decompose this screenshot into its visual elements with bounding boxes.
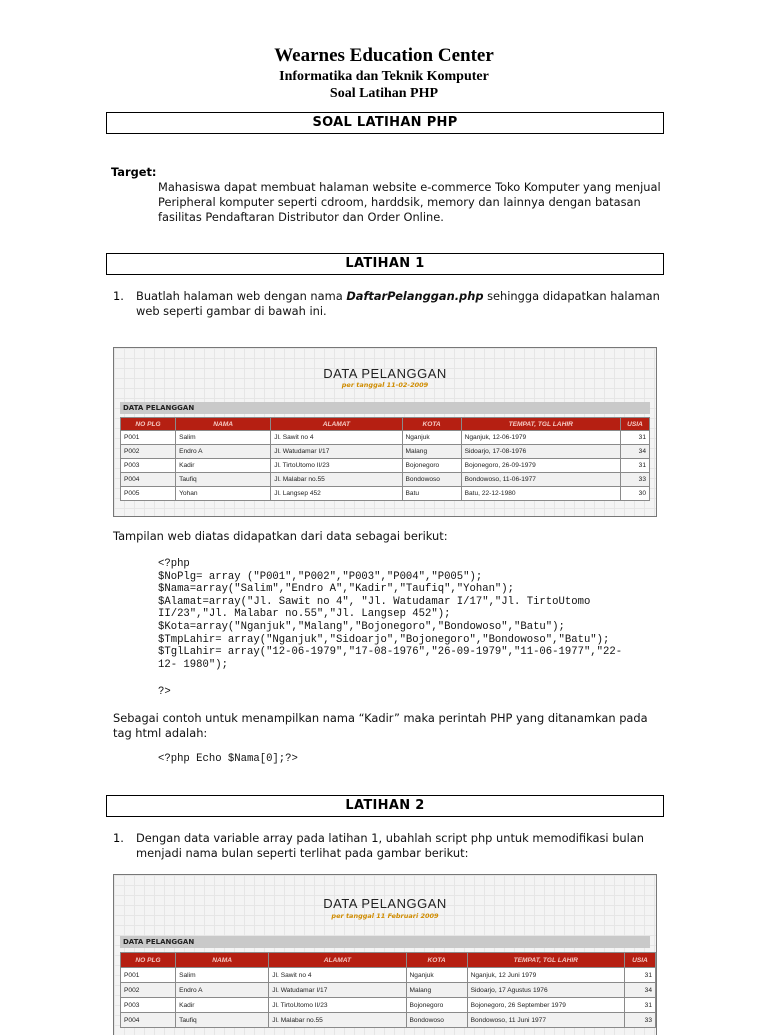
table-cell: Nganjuk [406,968,467,983]
php-code-block: <?php $NoPlg= array ("P001","P002","P003","P004","P005"); $Nama=array("Salim","Endro A","Kadir","Taufiq","Yohan"); $Alamat=array("Jl. Sawit no 4", "Jl. Watudamar I/17","Jl. TirtoUtomo II/23","Jl. Malabar no.55","Jl. Langsep 452"); $Kota=array("Nganjuk","Malang","Bojonegoro","Bondowoso","Batu"); $TmpLahir= array("Nganjuk","Sidoarjo","Bojonegoro","Bondowoso","Batu"); $TglLahir= array("12-06-1979","17-08-1976","26-09-1979","11-06-1977","22- 12- 1980"); [158,558,623,671]
table-cell: P003 [121,459,176,473]
table-cell: P004 [121,473,176,487]
table-cell: Bondowoso, 11-06-1977 [461,473,620,487]
screenshot-data-pelanggan-2 [113,874,657,1035]
php-code-end: ?> [158,686,171,698]
table-cell: Bojonegoro, 26 September 1979 [467,998,624,1013]
table-row [121,445,650,459]
table-cell: 33 [624,1013,655,1028]
shot-table-caption: DATA PELANGGAN [120,402,650,414]
table-cell: Sidoarjo, 17 Agustus 1976 [467,983,624,998]
column-header: ALAMAT [269,953,406,968]
latihan2-item-number: 1. [113,831,124,845]
table-cell: 34 [624,983,655,998]
column-header: KOTA [406,953,467,968]
column-header: NAMA [176,953,269,968]
table-row [121,459,650,473]
table-cell: Jl. Sawit no 4 [271,431,402,445]
document-header [0,44,768,102]
main-section-heading: SOAL LATIHAN PHP [106,112,664,134]
table-row [121,487,650,501]
table-cell: P005 [121,487,176,501]
table-cell: Nganjuk, 12 Juni 1979 [467,968,624,983]
latihan1-heading: LATIHAN 1 [106,253,664,275]
table-cell: Jl. Watudamar I/17 [271,445,402,459]
department-subtitle: Informatika dan Teknik Komputer [279,69,489,84]
shot-title: DATA PELANGGAN [323,366,447,381]
table-cell: Kadir [176,998,269,1013]
latihan2-heading: LATIHAN 2 [106,795,664,817]
table-cell: Jl. TirtoUtomo II/23 [269,998,406,1013]
shot-table-caption: DATA PELANGGAN [120,936,650,948]
target-line: Peripheral komputer seperti cdroom, harddsik, memory dan lainnya dengan batasan [158,195,641,209]
table-row [121,998,656,1013]
latihan1-instruction [136,289,660,319]
table-cell: Endro A [176,445,271,459]
table-cell: 33 [620,473,649,487]
table-cell: Bondowoso [406,1013,467,1028]
instruction-text: web seperti gambar di bawah ini. [136,304,327,318]
column-header: TEMPAT, TGL LAHIR [467,953,624,968]
table-cell: Jl. TirtoUtomo II/23 [271,459,402,473]
table-cell: P002 [121,445,176,459]
screenshot-data-pelanggan-1 [113,347,657,517]
customer-table [120,952,656,1028]
table-cell: Malang [402,445,461,459]
table-row [121,1013,656,1028]
table-cell: Sidoarjo, 17-08-1976 [461,445,620,459]
table-cell: Taufiq [176,473,271,487]
shot-date: per tanggal 11 Februari 2009 [331,912,439,920]
table-header-row [121,953,656,968]
column-header: ALAMAT [271,418,402,431]
table-cell: Bondowoso [402,473,461,487]
table-cell: 31 [624,998,655,1013]
table-cell: Salim [176,431,271,445]
table-cell: Bondowoso, 11 Juni 1977 [467,1013,624,1028]
column-header: USIA [624,953,655,968]
column-header: NO PLG [121,953,176,968]
table-row [121,968,656,983]
column-header: NO PLG [121,418,176,431]
table-cell: Taufiq [176,1013,269,1028]
target-label: Target: [111,165,157,179]
example-text [113,711,648,741]
table-cell: Kadir [176,459,271,473]
table-cell: Jl. Malabar no.55 [271,473,402,487]
table-cell: Jl. Langsep 452 [271,487,402,501]
instruction-text: Buatlah halaman web dengan nama [136,289,347,303]
table-cell: P004 [121,1013,176,1028]
table-row [121,431,650,445]
example-code: <?php Echo $Nama[0];?> [158,753,298,765]
filename: DaftarPelanggan.php [346,289,484,303]
latihan2-instruction [136,831,644,861]
target-line: fasilitas Pendaftaran Distributor dan Order Online. [158,210,444,224]
customer-table [120,417,650,501]
table-header-row [121,418,650,431]
table-cell: Bojonegoro [402,459,461,473]
document-subtitle: Soal Latihan PHP [329,86,439,101]
column-header: KOTA [402,418,461,431]
table-cell: P001 [121,431,176,445]
instruction-text: Dengan data variable array pada latihan 1, ubahlah script php untuk memodifikasi bulan [136,831,645,845]
shot-title: DATA PELANGGAN [323,896,447,911]
instruction-text: sehingga didapatkan halaman [483,289,660,303]
table-cell: P002 [121,983,176,998]
table-cell: Jl. Watudamar I/17 [269,983,406,998]
table-cell: Batu [402,487,461,501]
table-cell: Malang [406,983,467,998]
table-cell: Nganjuk, 12-06-1979 [461,431,620,445]
table-cell: Endro A [176,983,269,998]
latihan1-item-number: 1. [113,289,124,303]
table-cell: Jl. Malabar no.55 [269,1013,406,1028]
column-header: USIA [620,418,649,431]
institution-title: Wearnes Education Center [274,45,494,66]
data-intro-text: Tampilan web diatas didapatkan dari data sebagai berikut: [113,529,448,543]
column-header: NAMA [176,418,271,431]
table-cell: 31 [620,459,649,473]
target-line: Mahasiswa dapat membuat halaman website e-commerce Toko Komputer yang menjual [158,180,661,194]
table-row [121,473,650,487]
table-cell: Nganjuk [402,431,461,445]
table-cell: Batu, 22-12-1980 [461,487,620,501]
table-cell: Bojonegoro [406,998,467,1013]
table-cell: 34 [620,445,649,459]
column-header: TEMPAT, TGL LAHIR [461,418,620,431]
table-cell: Bojonegoro, 26-09-1979 [461,459,620,473]
table-cell: P003 [121,998,176,1013]
table-cell: P001 [121,968,176,983]
table-row [121,983,656,998]
table-cell: Yohan [176,487,271,501]
table-cell: Salim [176,968,269,983]
instruction-text: menjadi nama bulan seperti terlihat pada gambar berikut: [136,846,469,860]
shot-date: per tanggal 11-02-2009 [341,381,429,389]
target-description [158,180,661,225]
example-line: Sebagai contoh untuk menampilkan nama “Kadir” maka perintah PHP yang ditanamkan pada [113,711,648,725]
example-line: tag html adalah: [113,726,208,740]
table-cell: 31 [620,431,649,445]
table-cell: 31 [624,968,655,983]
table-cell: Jl. Sawit no 4 [269,968,406,983]
table-cell: 30 [620,487,649,501]
